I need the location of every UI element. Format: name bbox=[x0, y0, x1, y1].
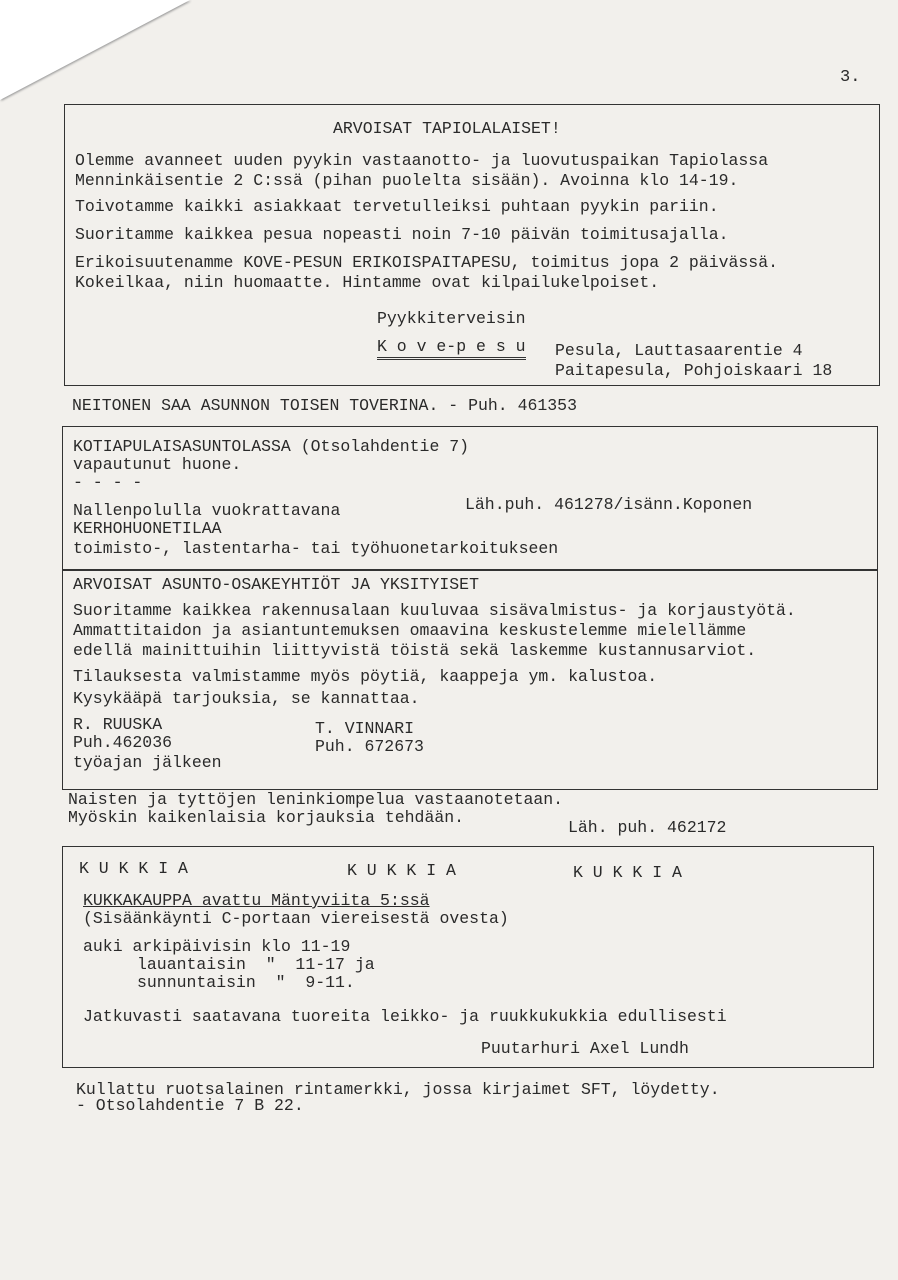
renovation-ad-line: Tilauksesta valmistamme myös pöytiä, kaappeja ym. kalustoa. bbox=[73, 667, 658, 686]
flower-ad-line: Jatkuvasti saatavana tuoreita leikko- ja ruukkukukkia edullisesti bbox=[83, 1007, 727, 1026]
laundry-ad-line: Olemme avanneet uuden pyykin vastaanotto- ja luovutuspaikan Tapiolassa bbox=[75, 151, 769, 170]
page-number: 3. bbox=[840, 68, 861, 87]
flower-ad-kukkia: K U K K I A bbox=[573, 863, 682, 882]
flower-ad-kukkia: K U K K I A bbox=[79, 859, 188, 878]
rooms-ad-line: toimisto-, lastentarha- tai työhuonetarkoitukseen bbox=[73, 539, 559, 558]
rooms-ad-phone: Läh.puh. 461278/isänn.Koponen bbox=[465, 495, 753, 514]
lost-found-notice-line: - Otsolahdentie 7 B 22. bbox=[76, 1096, 304, 1115]
renovation-ad-line: Ammattitaidon ja asiantuntemuksen omaavina keskustelemme mielellämme bbox=[73, 621, 747, 640]
laundry-ad-line: Menninkäisentie 2 C:ssä (pihan puolelta sisään). Avoinna klo 14-19. bbox=[75, 171, 739, 190]
lost-found-notice-line: Kullattu ruotsalainen rintamerkki, jossa kirjaimet SFT, löydetty. bbox=[76, 1080, 720, 1099]
rooms-ad-line: Nallenpolulla vuokrattavana bbox=[73, 501, 341, 520]
renovation-ad-right-name: T. VINNARI bbox=[315, 719, 415, 738]
flower-ad-hours: sunnuntaisin " 9-11. bbox=[137, 973, 355, 992]
sewing-notice-phone: Läh. puh. 462172 bbox=[568, 818, 727, 837]
flower-ad-hours: lauantaisin " 11-17 ja bbox=[137, 955, 375, 974]
rooms-ad-line: KERHOHUONETILAA bbox=[73, 519, 222, 538]
flower-ad-signature: Puutarhuri Axel Lundh bbox=[481, 1039, 689, 1058]
renovation-ad-left-note: työajan jälkeen bbox=[73, 753, 222, 772]
flower-ad-line: (Sisäänkäynti C-portaan viereisestä ovesta) bbox=[83, 909, 509, 928]
renovation-ad-right-phone: Puh. 672673 bbox=[315, 737, 424, 756]
rooms-ad-box bbox=[62, 426, 878, 570]
sewing-notice-line: Naisten ja tyttöjen leninkiompelua vastaanotetaan. bbox=[68, 790, 564, 809]
laundry-ad-line: Erikoisuutenamme KOVE-PESUN ERIKOISPAITAPESU, toimitus jopa 2 päivässä. bbox=[75, 253, 779, 272]
laundry-ad-line: Suoritamme kaikkea pesua nopeasti noin 7-10 päivän toimitusajalla. bbox=[75, 225, 729, 244]
renovation-ad-box bbox=[62, 570, 878, 790]
rooms-ad-dashes: - - - - bbox=[73, 473, 143, 492]
flower-ad-line: KUKKAKAUPPA avattu Mäntyviita 5:ssä bbox=[83, 891, 430, 910]
laundry-ad-greeting: Pyykkiterveisin bbox=[377, 309, 526, 328]
laundry-ad-address-1: Pesula, Lauttasaarentie 4 bbox=[555, 341, 803, 360]
flower-shop-ad-box bbox=[62, 846, 874, 1068]
renovation-ad-line: Suoritamme kaikkea rakennusalaan kuuluvaa sisävalmistus- ja korjaustyötä. bbox=[73, 601, 796, 620]
laundry-ad-heading: ARVOISAT TAPIOLALAISET! bbox=[333, 119, 561, 138]
renovation-ad-left-name: R. RUUSKA bbox=[73, 715, 163, 734]
sewing-notice-line: Myöskin kaikenlaisia korjauksia tehdään. bbox=[68, 808, 465, 827]
renovation-ad-heading: ARVOISAT ASUNTO-OSAKEYHTIÖT JA YKSITYISET bbox=[73, 575, 479, 594]
rooms-ad-line: vapautunut huone. bbox=[73, 455, 242, 474]
laundry-ad-line: Kokeilkaa, niin huomaatte. Hintamme ovat kilpailukelpoiset. bbox=[75, 273, 660, 292]
laundry-ad-address-2: Paitapesula, Pohjoiskaari 18 bbox=[555, 361, 833, 380]
renovation-ad-line: Kysykääpä tarjouksia, se kannattaa. bbox=[73, 689, 420, 708]
folded-corner bbox=[0, 0, 190, 100]
laundry-ad-box bbox=[64, 104, 880, 386]
flower-ad-hours: auki arkipäivisin klo 11-19 bbox=[83, 937, 351, 956]
renovation-ad-line: edellä mainittuihin liittyvistä töistä sekä laskemme kustannusarviot. bbox=[73, 641, 757, 660]
rooms-ad-line: KOTIAPULAISASUNTOLASSA (Otsolahdentie 7) bbox=[73, 437, 470, 456]
renovation-ad-left-phone: Puh.462036 bbox=[73, 733, 173, 752]
roommate-notice: NEITONEN SAA ASUNNON TOISEN TOVERINA. - Puh. 461353 bbox=[72, 396, 577, 415]
flower-ad-kukkia: K U K K I A bbox=[347, 861, 456, 880]
laundry-ad-company: K o v e-p e s u bbox=[377, 337, 526, 360]
laundry-ad-line: Toivotamme kaikki asiakkaat tervetulleiksi puhtaan pyykin pariin. bbox=[75, 197, 719, 216]
